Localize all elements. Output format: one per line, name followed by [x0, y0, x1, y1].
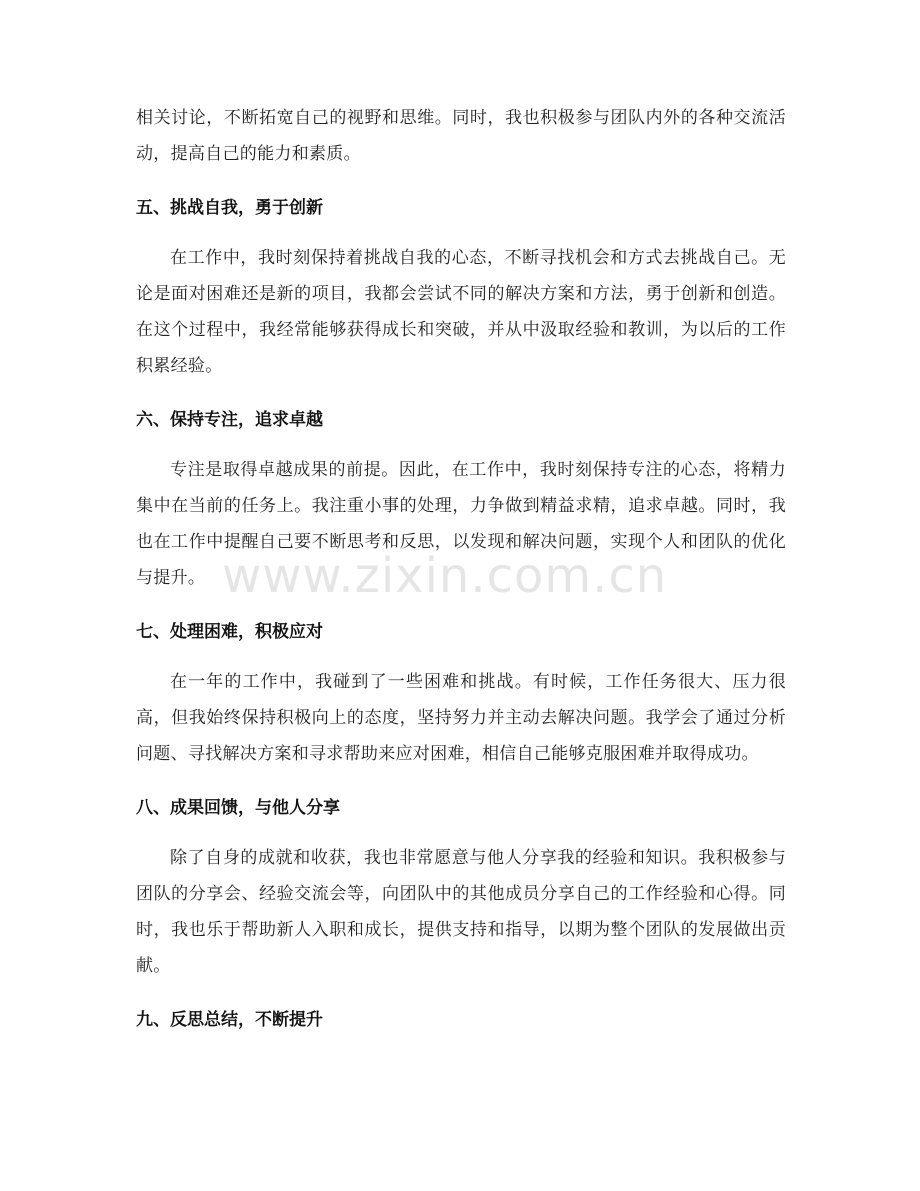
- section-paragraph-6: 专注是取得卓越成果的前提。因此，在工作中，我时刻保持专注的心态，将精力集中在当前的任务上。我注重小事的处理，力争做到精益求精，追求卓越。同时，我也在工作中提醒自己要不断思考和反思，以发现和解决问题，实现个人和团队的优化与提升。: [136, 460, 786, 588]
- document-body: [136, 100, 786, 1038]
- section-paragraph-5: 在工作中，我时刻保持着挑战自我的心态，不断寻找机会和方式去挑战自己。无论是面对困难还是新的项目，我都会尝试不同的解决方案和方法，勇于创新和创造。在这个过程中，我经常能够获得成长和突破，并从中汲取经验和教训，为以后的工作积累经验。: [136, 248, 786, 376]
- section-heading-7: 七、处理困难，积极应对: [136, 622, 323, 642]
- section-heading-8: 八、成果回馈，与他人分享: [136, 798, 340, 818]
- watermark: www.zixin.com.cn: [222, 548, 668, 604]
- intro-paragraph: 相关讨论，不断拓宽自己的视野和思维。同时，我也积极参与团队内外的各种交流活动，提高自己的能力和素质。: [136, 108, 786, 164]
- section-heading-6: 六、保持专注，追求卓越: [136, 410, 323, 430]
- section-heading-5: 五、挑战自我，勇于创新: [136, 198, 323, 218]
- section-heading-9: 九、反思总结，不断提升: [136, 1010, 323, 1030]
- section-paragraph-7: 在一年的工作中，我碰到了一些困难和挑战。有时候，工作任务很大、压力很高，但我始终保持积极向上的态度，坚持努力并主动去解决问题。我学会了通过分析问题、寻找解决方案和寻求帮助来应对困难，相信自己能够克服困难并取得成功。: [136, 672, 786, 764]
- section-paragraph-8: 除了自身的成就和收获，我也非常愿意与他人分享我的经验和知识。我积极参与团队的分享会、经验交流会等，向团队中的其他成员分享自己的工作经验和心得。同时，我也乐于帮助新人入职和成长，提供支持和指导，以期为整个团队的发展做出贡献。: [136, 848, 786, 976]
